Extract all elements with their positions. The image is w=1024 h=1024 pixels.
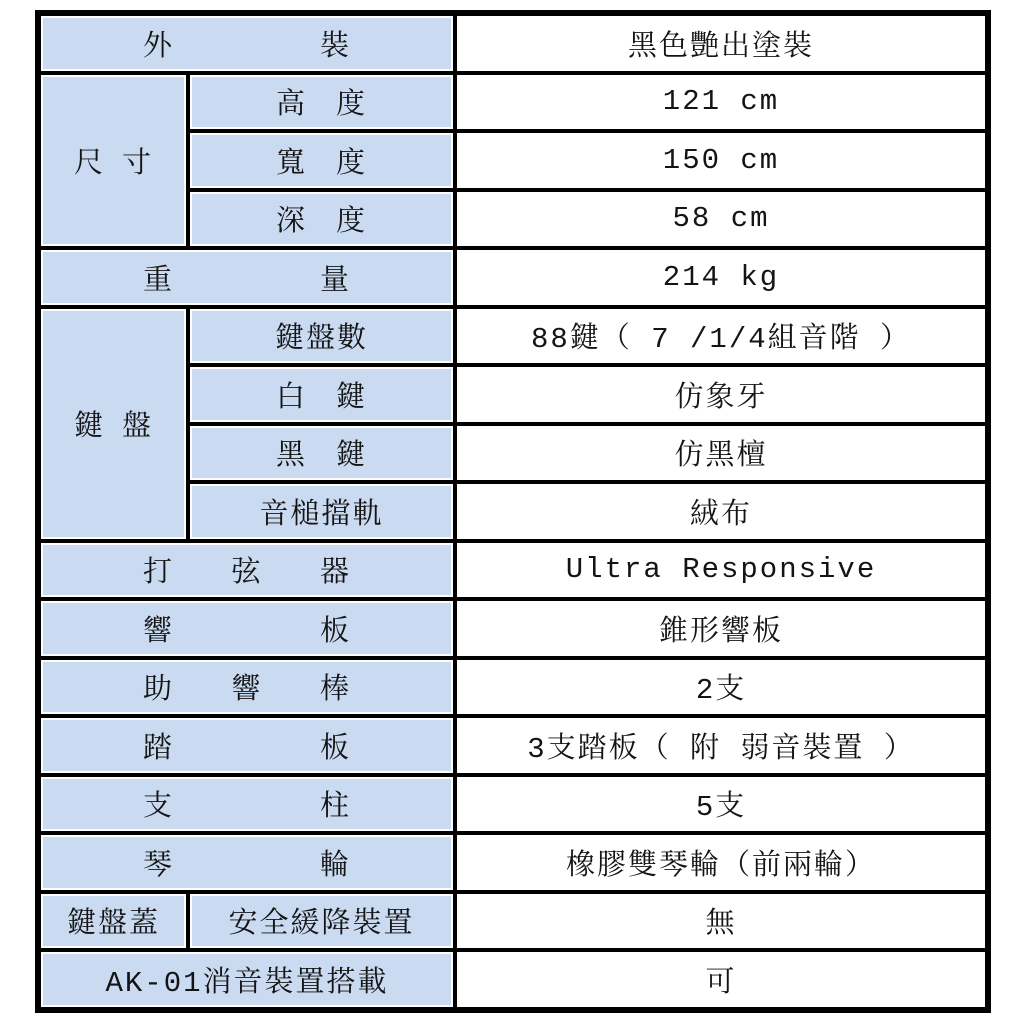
spec-value-key-count: 88鍵（ 7 /1/4組音階 ） — [455, 307, 988, 366]
spec-value-height: 121 cm — [455, 73, 988, 132]
spec-value-soft-close: 無 — [455, 892, 988, 951]
spec-value-exterior: 黑色艷出塗裝 — [455, 13, 988, 73]
row-pedals — [38, 716, 988, 775]
spec-value-depth: 58 cm — [455, 190, 988, 249]
spec-label-white-keys: 白鍵 — [188, 365, 455, 424]
spec-label-casters: 琴輪 — [38, 833, 455, 892]
spec-value-action: Ultra Responsive — [455, 541, 988, 600]
row-weight — [38, 248, 988, 307]
row-tone-rods — [38, 658, 988, 717]
spec-label-hammer-rail: 音槌擋軌 — [188, 482, 455, 541]
spec-label-fallboard: 鍵盤蓋 — [38, 892, 188, 951]
spec-value-weight: 214 kg — [455, 248, 988, 307]
spec-value-pedals: 3支踏板（ 附 弱音裝置 ） — [455, 716, 988, 775]
spec-value-width: 150 cm — [455, 131, 988, 190]
spec-value-white-keys: 仿象牙 — [455, 365, 988, 424]
row-fallboard — [38, 892, 988, 951]
spec-label-key-count: 鍵盤數 — [188, 307, 455, 366]
row-key-count — [38, 307, 988, 366]
spec-value-silent-system: 可 — [455, 950, 988, 1010]
spec-label-weight: 重量 — [38, 248, 455, 307]
spec-label-pedals: 踏板 — [38, 716, 455, 775]
row-casters — [38, 833, 988, 892]
row-silent-system — [38, 950, 988, 1010]
piano-spec-table — [35, 10, 991, 1013]
spec-value-hammer-rail: 絨布 — [455, 482, 988, 541]
row-action — [38, 541, 988, 600]
spec-label-keyboard: 鍵盤 — [38, 307, 188, 541]
row-soundboard — [38, 599, 988, 658]
spec-label-action: 打弦器 — [38, 541, 455, 600]
spec-label-black-keys: 黑鍵 — [188, 424, 455, 483]
spec-value-tone-rods: 2支 — [455, 658, 988, 717]
row-posts — [38, 775, 988, 834]
spec-label-soft-close: 安全緩降裝置 — [188, 892, 455, 951]
spec-label-dimensions: 尺寸 — [38, 73, 188, 249]
spec-label-soundboard: 響板 — [38, 599, 455, 658]
spec-label-silent-system: AK-01消音裝置搭載 — [38, 950, 455, 1010]
spec-value-black-keys: 仿黑檀 — [455, 424, 988, 483]
spec-value-casters: 橡膠雙琴輪（前兩輪） — [455, 833, 988, 892]
spec-label-tone-rods: 助響棒 — [38, 658, 455, 717]
spec-label-posts: 支柱 — [38, 775, 455, 834]
spec-value-posts: 5支 — [455, 775, 988, 834]
spec-value-soundboard: 錐形響板 — [455, 599, 988, 658]
row-height — [38, 73, 988, 132]
spec-label-width: 寬度 — [188, 131, 455, 190]
spec-label-exterior: 外裝 — [38, 13, 455, 73]
row-exterior — [38, 13, 988, 73]
spec-label-depth: 深度 — [188, 190, 455, 249]
spec-label-height: 高度 — [188, 73, 455, 132]
